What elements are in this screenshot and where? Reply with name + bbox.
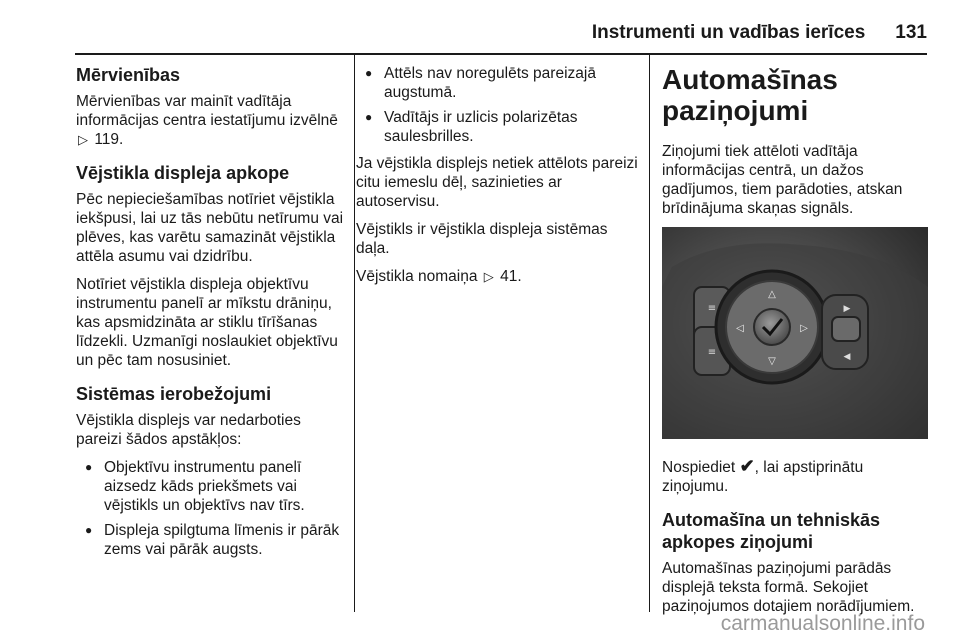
list-item: ● Vadītājs ir uzlicis polarizētas saulesbrilles.: [356, 108, 641, 146]
page-header: [75, 22, 927, 44]
svg-text:≡: ≡: [707, 347, 717, 358]
paragraph-mervienibas: [76, 92, 346, 149]
paragraph-pazinojumi: Ziņojumi tiek attēloti vadītāja informācijas centrā, un dažos gadījumos, tiem parādoties, atskan brīdinājuma skaņas signāls.: [662, 143, 903, 217]
list-item: ● Objektīvu instrumentu panelī aizsedz kāds priekšmets vai vējstikls un objektīvs nav tīrs.: [76, 458, 346, 515]
column-3: [662, 64, 928, 625]
heading-tehniskas: Automašīna un tehniskās apkopes ziņojumi: [662, 510, 881, 552]
list-item: ● Attēls nav noregulēts pareizajā augstumā.: [356, 64, 641, 102]
paragraph-kopsana-2: Notīriet vējstikla displeja objektīvu instrumentu panelī ar mīkstu drāniņu, kas apsmidzināta ar stiklu tīrīšanas līdzekli. Uzmanīgi noslaukiet objektīvu un pēc tam nosusiniet.: [76, 276, 338, 369]
svg-text:▷: ▷: [800, 323, 808, 334]
paragraph-mervienibas-text: Mērvienības var mainīt vadītāja informācijas centra iestatījumu izvēlnē: [76, 93, 338, 129]
svg-text:△: △: [768, 289, 776, 300]
column-1: [76, 64, 346, 567]
page-header-title: Instrumenti un vadības ierīces: [591, 22, 866, 43]
header-rule: [75, 53, 927, 55]
column-2: [356, 64, 641, 295]
svg-text:≡: ≡: [707, 303, 717, 314]
paragraph-kopsana-1: Pēc nepieciešamības notīriet vējstikla iekšpusi, lai uz tās nebūtu netīrumu vai plēves, kas varētu samazināt vējstikla attēla asumu vai dzidrību.: [76, 191, 344, 265]
reference-arrow-icon: ▷: [483, 269, 494, 284]
svg-text:◁: ◁: [736, 323, 744, 334]
svg-text:◀: ◀: [843, 352, 851, 362]
paragraph-nospiediet-pre: Nospiediet: [662, 459, 736, 476]
page-number: 131: [895, 22, 927, 43]
column-divider-1: [354, 55, 355, 612]
bullet-list: [76, 458, 346, 559]
reference-page[interactable]: 119.: [94, 131, 124, 148]
steering-wheel-illustration: [662, 227, 928, 439]
reference-arrow-icon: ▷: [78, 132, 88, 147]
heading-mervienibas: Mērvienības: [76, 65, 181, 85]
steering-wheel-controls-image: [662, 227, 928, 439]
paragraph-nospiediet-post: , lai apstiprinātu ziņojumu.: [662, 459, 864, 495]
paragraph-dala: Vējstikls ir vējstikla displeja sistēmas daļa.: [356, 221, 608, 257]
svg-text:▶: ▶: [843, 304, 851, 314]
svg-text:▽: ▽: [768, 356, 776, 367]
reference-page[interactable]: 41.: [500, 268, 522, 285]
checkmark-icon: ✔: [739, 456, 755, 476]
paragraph-nospiediet: [662, 457, 928, 496]
heading-ierobezojumi: Sistēmas ierobežojumi: [76, 384, 272, 404]
paragraph-nomaina: [356, 267, 641, 286]
column-divider-2: [649, 55, 650, 612]
paragraph-ierobezojumi: Vējstikla displejs var nedarboties pareizi šādos apstākļos:: [76, 412, 301, 448]
list-item: ● Displeja spilgtuma līmenis ir pārāk zems vai pārāk augsts.: [76, 521, 346, 559]
paragraph-tehniskas: Automašīnas paziņojumi parādās displejā teksta formā. Sekojiet paziņojumos dotajiem norādījumiem.: [662, 560, 915, 615]
paragraph-nomaina-text: Vējstikla nomaiņa: [356, 268, 478, 285]
bullet-list: [356, 64, 641, 146]
paragraph-servisam: Ja vējstikla displejs netiek attēlots pareizi citu iemeslu dēļ, sazinieties ar autoservisu.: [356, 155, 638, 210]
watermark: carmanualsonline.info: [720, 612, 925, 635]
heading-kopsana: Vējstikla displeja apkope: [76, 163, 290, 183]
heading-pazinojumi: Automašīnas paziņojumi: [662, 64, 838, 126]
